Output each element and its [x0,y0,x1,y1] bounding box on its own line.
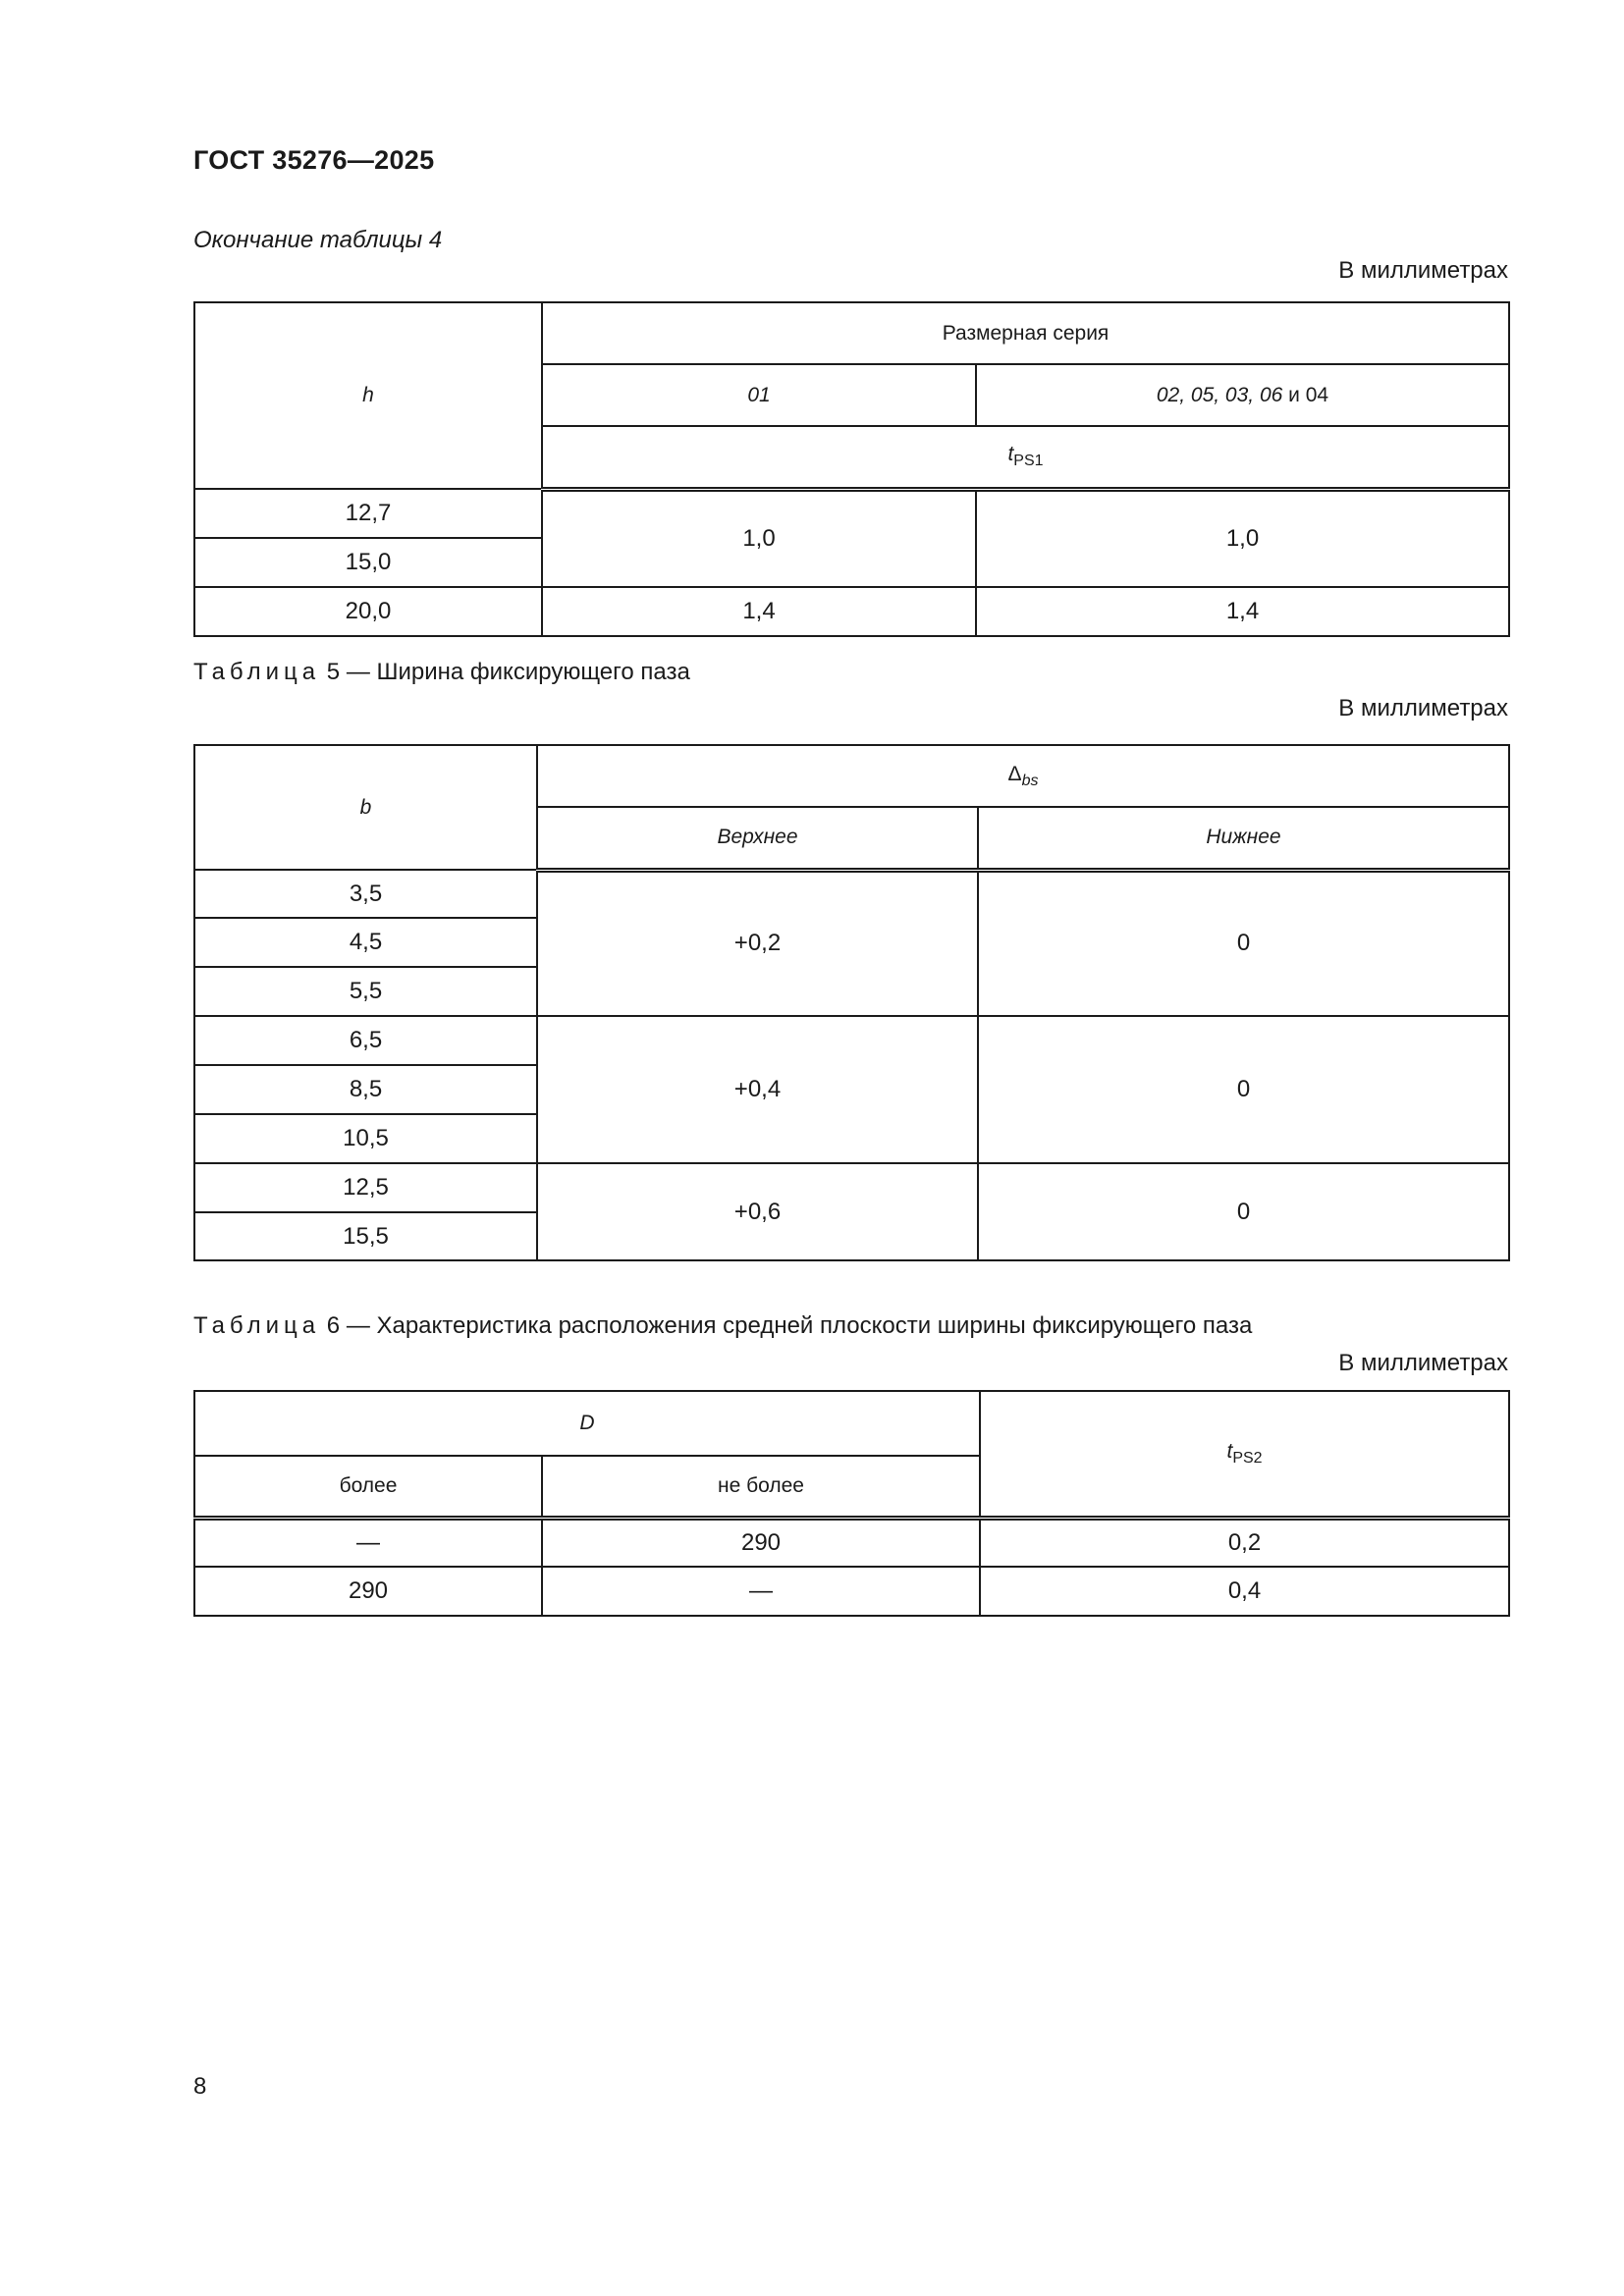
table5-header-upper: Верхнее [537,807,978,870]
table4-cell-h: 20,0 [194,587,542,636]
table4-cell-02-merged: 1,0 [976,489,1509,587]
delta-subscript: bs [1021,772,1039,789]
tps1-subscript: PS1 [1013,453,1044,470]
tps1-symbol: t [1007,443,1014,466]
table4-cell-h: 15,0 [194,538,542,587]
table5-cell-b: 3,5 [194,870,537,918]
delta-symbol: Δ [1007,762,1022,785]
table6-label: Таблица [193,1312,321,1339]
page-number: 8 [193,2073,207,2100]
table4-header-02-series: 02, 05, 03, 06 [1156,383,1283,406]
table4-header-02-and: и [1288,383,1300,406]
table6-header-D: D [194,1391,980,1456]
table5-units: В миллиметрах [1338,695,1508,721]
table4-header-02 [976,364,1509,426]
table4-units: В миллиметрах [1338,257,1508,284]
table5-header-lower: Нижнее [978,807,1509,870]
table4-cell-01: 1,4 [542,587,976,636]
table4-header-tps1 [542,426,1509,489]
table5-cell-lower: 0 [978,1016,1509,1163]
table4-cell-h: 12,7 [194,489,542,538]
table4-cell-02: 1,4 [976,587,1509,636]
table6-cell-tps2: 0,4 [980,1567,1509,1616]
table4-header-h: h [194,302,542,489]
tps2-symbol: t [1226,1439,1233,1463]
table5-cell-b: 4,5 [194,918,537,967]
table6-cell-not-more: — [542,1567,980,1616]
table6 [193,1390,1510,1617]
table6-cell-not-more: 290 [542,1518,980,1567]
table4-end [193,301,1510,637]
document-code: ГОСТ 35276—2025 [193,145,435,175]
table5-header-b: b [194,745,537,870]
table6-units: В миллиметрах [1338,1350,1508,1376]
table6-number: 6 [326,1312,341,1339]
table5-title [193,659,690,686]
table6-cell-more: — [194,1518,542,1567]
table5-cell-b: 8,5 [194,1065,537,1114]
table4-cell-01-merged: 1,0 [542,489,976,587]
table5-cell-b: 6,5 [194,1016,537,1065]
tps2-subscript: PS2 [1232,1449,1263,1467]
table5-label: Таблица [193,659,321,685]
table5-cell-upper: +0,6 [537,1163,978,1260]
table5-cell-lower: 0 [978,1163,1509,1260]
table5 [193,744,1510,1261]
table4-header-series: Размерная серия [542,302,1509,364]
table6-header-more: более [194,1456,542,1518]
table6-title-text: — Характеристика расположения средней плоскости ширины фиксирующего паза [346,1312,1253,1339]
table5-cell-upper: +0,2 [537,870,978,1016]
table5-header-delta [537,745,1509,807]
table4-caption: Окончание таблицы 4 [193,227,443,253]
table6-cell-more: 290 [194,1567,542,1616]
table4-header-02-last: 04 [1305,383,1329,406]
table5-cell-b: 15,5 [194,1212,537,1260]
table5-cell-upper: +0,4 [537,1016,978,1163]
table5-cell-b: 10,5 [194,1114,537,1163]
table6-title [193,1312,1252,1340]
table5-cell-lower: 0 [978,870,1509,1016]
table5-title-text: — Ширина фиксирующего паза [346,659,690,685]
table6-cell-tps2: 0,2 [980,1518,1509,1567]
table5-cell-b: 12,5 [194,1163,537,1212]
table5-cell-b: 5,5 [194,967,537,1016]
table6-header-tps2 [980,1391,1509,1518]
table6-header-not-more: не более [542,1456,980,1518]
table5-number: 5 [326,659,341,685]
table4-header-01: 01 [542,364,976,426]
